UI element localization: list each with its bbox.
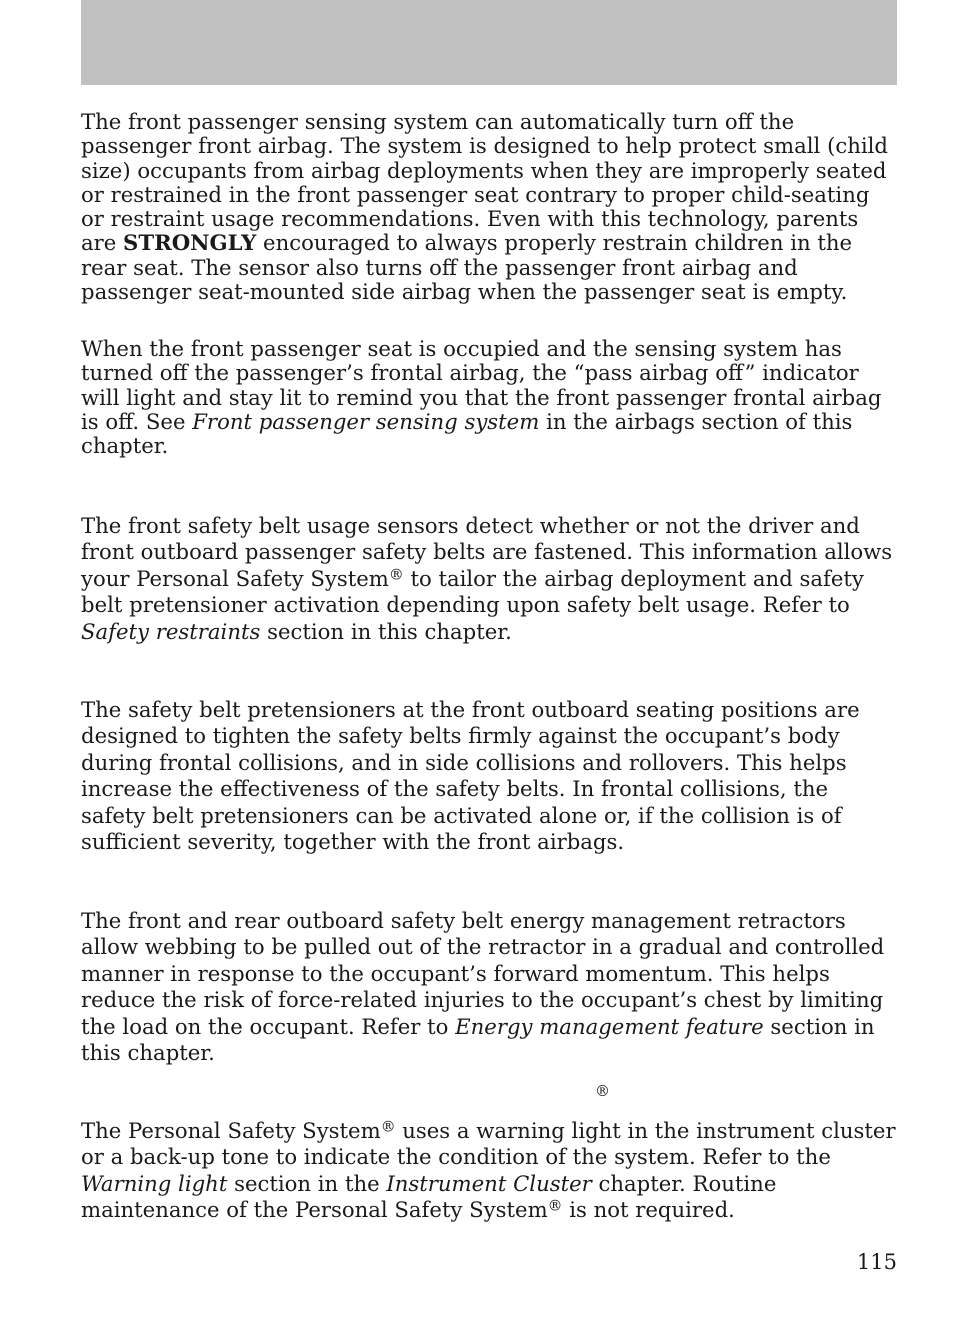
xref-safety-restraints: Safety restraints [81,618,261,644]
text-segment: encouraged to always properly restrain children in the rear seat. The sensor also turns off the passenger front airbag and passenger seat-mounted side airbag when the passenger seat is empty. [81,230,853,305]
text-segment: chapter. Routine maintenance of the Personal Safety System [81,1170,777,1223]
bold-strongly: STRONGLY [123,230,257,256]
registered-mark: ® [547,1197,563,1215]
text-segment: The front and rear outboard safety belt energy management retractors allow webbing to be pulled out of the retractor in a gradual and controlled manner in response to the occupant’s forward momentum. This helps reduce the risk of force-related injuries to the occupant’s chest by limiting the load on the occupant. Refer to [81,908,885,1039]
xref-front-passenger-sensing: Front passenger sensing system [192,408,540,434]
heading-registered-mark: ® [595,1082,610,1100]
text-segment: to tailor the airbag deployment and safety belt pretensioner activation depending upon safety belt usage. Refer to [81,565,864,618]
registered-mark: ® [380,1118,396,1136]
page-number: 115 [856,1250,897,1274]
xref-warning-light: Warning light [81,1170,228,1196]
text-segment: uses a warning light in the instrument cluster or a back-up tone to indicate the condition of the system. Refer to the [81,1118,896,1170]
text-segment: section in the [227,1170,387,1196]
text-segment: The front passenger sensing system can automatically turn off the passenger front airbag. The system is designed to help protect small (child size) occupants from airbag deployments when they are improperly seated or restrained in the front passenger seat contrary to proper child-seating or restraint usage recommendations. Even with this technology, parents are [81,109,888,256]
text-segment: When the front passenger seat is occupied and the sensing system has turned off the passenger’s frontal airbag, the “pass airbag off” indicator will light and stay lit to remind you that the front passenger frontal airbag is off. See [81,336,882,434]
text-segment: The safety belt pretensioners at the front outboard seating positions are designed to tighten the safety belts firmly against the occupant’s body during frontal collisions, and in side collisions and rollovers. This helps increase the effectiveness of the safety belts. In frontal collisions, the safety belt pretensioners can be activated alone or, if the collision is of sufficient severity, together with the front airbags. [81,697,860,855]
paragraph-belt-usage-sensors [81,513,897,645]
text-segment: The front safety belt usage sensors detect whether or not the driver and front outboard passenger safety belts are fastened. This information allows your Personal Safety System [81,513,893,591]
registered-mark: ® [388,566,404,584]
header-band [81,0,897,85]
text-segment: The Personal Safety System [81,1118,381,1143]
paragraph-passenger-sensing [81,110,897,304]
paragraph-pss-maintenance [81,1118,897,1224]
paragraph-energy-management [81,908,897,1066]
text-segment: section in this chapter. [260,618,512,644]
xref-energy-management: Energy management feature [455,1013,764,1039]
paragraph-pretensioners [81,697,897,855]
text-segment: in the airbags section of this chapter. [81,408,853,459]
xref-instrument-cluster: Instrument Cluster [386,1170,592,1196]
paragraph-pass-airbag-off [81,337,897,458]
text-segment: is not required. [562,1197,735,1223]
text-segment: section in this chapter. [81,1013,875,1066]
